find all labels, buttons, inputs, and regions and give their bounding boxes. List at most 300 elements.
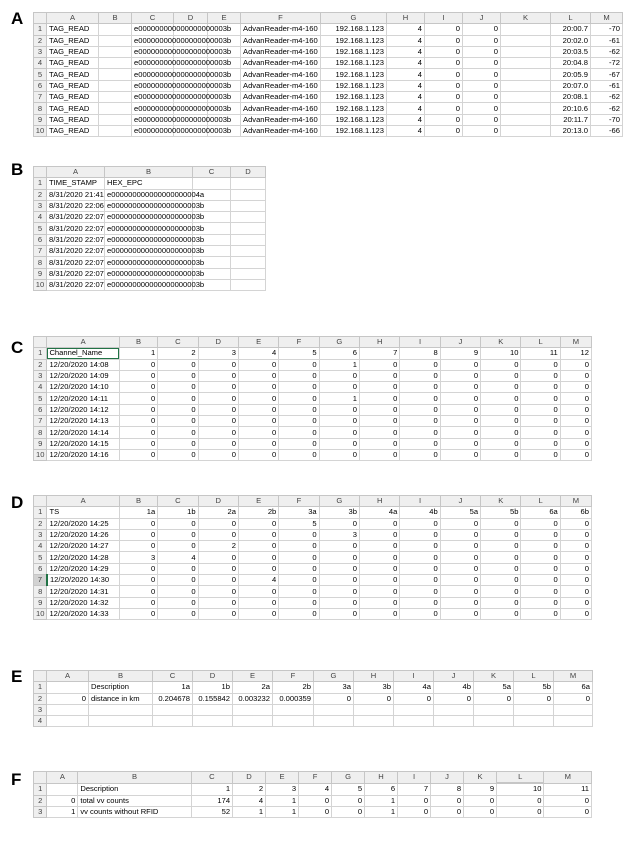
table-cell[interactable]: 12/20/2020 14:09 (47, 370, 119, 381)
table-cell[interactable]: 4 (387, 80, 425, 91)
table-cell[interactable]: 0 (198, 416, 238, 427)
table-cell[interactable]: 0.003232 (233, 693, 273, 704)
table-cell[interactable]: 0 (560, 518, 591, 529)
table-cell[interactable] (89, 716, 153, 727)
table-cell[interactable]: 0 (319, 518, 359, 529)
row-header[interactable]: 1 (34, 783, 47, 795)
table-cell[interactable]: 0 (474, 693, 514, 704)
table-cell[interactable] (231, 212, 266, 223)
table-cell[interactable]: 0 (360, 359, 400, 370)
column-header[interactable]: I (425, 13, 463, 24)
table-cell[interactable]: 20:13.0 (551, 125, 591, 136)
table-cell[interactable]: 192.168.1.123 (321, 114, 387, 125)
table-cell[interactable]: 0 (158, 541, 198, 552)
table-cell[interactable]: 8/31/2020 22:07 (47, 257, 105, 268)
table-cell[interactable]: 0 (481, 529, 521, 540)
table-cell[interactable]: 0 (279, 449, 319, 460)
table-cell[interactable]: 9 (464, 783, 497, 795)
column-header[interactable]: H (360, 496, 400, 507)
column-header[interactable]: M (560, 337, 591, 348)
row-header[interactable]: 1 (34, 682, 47, 693)
table-cell[interactable]: 0 (198, 597, 238, 608)
table-cell[interactable]: 12/20/2020 14:16 (47, 449, 119, 460)
row-header[interactable]: 3 (34, 704, 47, 715)
column-header[interactable]: D (174, 13, 208, 24)
table-cell[interactable]: 192.168.1.123 (321, 92, 387, 103)
table-cell[interactable]: 0 (560, 393, 591, 404)
row-header[interactable]: 8 (34, 103, 47, 114)
table-cell[interactable]: e000000000000000000003b (105, 234, 193, 245)
table-cell[interactable]: 0 (400, 518, 440, 529)
table-cell[interactable]: 1 (266, 795, 299, 806)
table-cell[interactable]: 4b (434, 682, 474, 693)
table-cell[interactable]: TAG_READ (47, 35, 99, 46)
table-cell[interactable]: 0 (198, 370, 238, 381)
table-cell[interactable] (501, 58, 551, 69)
table-cell[interactable]: 2 (198, 541, 238, 552)
table-cell[interactable]: 0 (560, 427, 591, 438)
row-header[interactable]: 10 (34, 608, 47, 619)
table-cell[interactable]: 0 (198, 404, 238, 415)
table-cell[interactable]: TAG_READ (47, 125, 99, 136)
table-cell[interactable] (394, 704, 434, 715)
table-cell[interactable]: 0 (440, 529, 480, 540)
column-header[interactable]: H (360, 337, 400, 348)
row-header[interactable]: 6 (34, 80, 47, 91)
table-cell[interactable]: 0 (425, 80, 463, 91)
table-cell[interactable]: 0 (425, 24, 463, 35)
table-cell[interactable]: 0 (279, 416, 319, 427)
table-cell[interactable] (231, 223, 266, 234)
table-cell[interactable]: 0 (119, 438, 157, 449)
table-cell[interactable]: 0 (158, 597, 198, 608)
table-cell[interactable]: 0 (560, 416, 591, 427)
row-header[interactable]: 5 (34, 69, 47, 80)
table-cell[interactable]: 8 (431, 783, 464, 795)
table-cell[interactable]: 0 (119, 359, 157, 370)
table-cell[interactable]: 0 (464, 806, 497, 817)
table-cell[interactable]: 5b (481, 507, 521, 518)
table-cell[interactable]: 0 (521, 608, 560, 619)
table-cell[interactable]: 1b (193, 682, 233, 693)
table-cell[interactable]: 0 (299, 806, 332, 817)
table-cell[interactable]: 0 (332, 795, 365, 806)
table-cell[interactable]: 0 (425, 114, 463, 125)
table-cell[interactable]: 12/20/2020 14:29 (47, 563, 119, 574)
table-cell[interactable]: 4 (387, 24, 425, 35)
column-header[interactable]: B (89, 671, 153, 682)
table-cell[interactable]: 0 (47, 795, 78, 806)
table-cell[interactable]: 0 (463, 69, 501, 80)
table-cell[interactable] (501, 114, 551, 125)
table-cell[interactable]: AdvanReader-m4-160 (241, 35, 321, 46)
column-header[interactable]: H (365, 772, 398, 784)
table-cell[interactable]: 11 (521, 348, 560, 359)
table-cell[interactable]: 20:04.8 (551, 58, 591, 69)
table-cell[interactable]: 5 (279, 348, 319, 359)
table-cell[interactable] (434, 704, 474, 715)
table-cell[interactable] (231, 246, 266, 257)
table-cell[interactable]: 4 (387, 58, 425, 69)
row-header[interactable]: 1 (34, 507, 47, 518)
table-cell[interactable]: 0 (400, 608, 440, 619)
table-cell[interactable]: 8/31/2020 22:07 (47, 279, 105, 290)
table-cell[interactable]: 0 (354, 693, 394, 704)
select-all-corner[interactable] (34, 496, 47, 507)
table-cell[interactable] (231, 268, 266, 279)
table-cell[interactable]: 8/31/2020 22:07 (47, 223, 105, 234)
table-cell[interactable]: 0 (440, 449, 480, 460)
table-cell[interactable]: e000000000000000000003b (132, 24, 174, 35)
table-cell[interactable]: 0 (319, 438, 359, 449)
table-cell[interactable]: AdvanReader-m4-160 (241, 114, 321, 125)
table-cell[interactable]: 0 (314, 693, 354, 704)
table-cell[interactable]: 20:03.5 (551, 46, 591, 57)
table-cell[interactable]: 0 (440, 575, 480, 586)
table-cell[interactable]: 0 (521, 552, 560, 563)
table-cell[interactable]: 0 (158, 518, 198, 529)
table-cell[interactable]: 0.204678 (153, 693, 193, 704)
table-cell[interactable]: 192.168.1.123 (321, 69, 387, 80)
table-cell[interactable]: 20:08.1 (551, 92, 591, 103)
table-cell[interactable]: -62 (591, 92, 623, 103)
table-cell[interactable]: e000000000000000000003b (132, 69, 174, 80)
table-cell[interactable]: 0 (497, 795, 544, 806)
table-cell[interactable]: vv counts without RFID (78, 806, 191, 817)
table-cell[interactable] (501, 35, 551, 46)
table-cell[interactable]: 8/31/2020 21:41 (47, 189, 105, 200)
table-cell[interactable]: 0 (481, 518, 521, 529)
table-cell[interactable]: 2b (238, 507, 278, 518)
table-cell[interactable]: 12/20/2020 14:08 (47, 359, 119, 370)
table-cell[interactable]: 6 (365, 783, 398, 795)
column-header[interactable]: C (132, 13, 174, 24)
row-header[interactable]: 2 (34, 693, 47, 704)
table-cell[interactable]: 0 (400, 552, 440, 563)
table-cell[interactable]: 0 (360, 370, 400, 381)
table-cell[interactable] (394, 716, 434, 727)
column-header[interactable]: G (314, 671, 354, 682)
table-cell[interactable] (514, 704, 554, 715)
column-header[interactable]: C (191, 772, 232, 784)
table-cell[interactable]: 3 (119, 552, 157, 563)
column-header[interactable]: L (497, 772, 544, 784)
table-cell[interactable]: 20:02.0 (551, 35, 591, 46)
table-cell[interactable]: 0 (319, 382, 359, 393)
table-cell[interactable]: 0 (279, 427, 319, 438)
table-cell[interactable]: 0 (319, 449, 359, 460)
table-cell[interactable]: 6a (521, 507, 560, 518)
table-cell[interactable]: 0 (360, 608, 400, 619)
table-cell[interactable] (501, 125, 551, 136)
table-cell[interactable]: 0.155842 (193, 693, 233, 704)
table-cell[interactable]: 0 (319, 586, 359, 597)
table-cell[interactable]: 0 (279, 597, 319, 608)
table-cell[interactable]: 0 (440, 563, 480, 574)
table-cell[interactable]: 0 (158, 438, 198, 449)
table-cell[interactable]: 0 (521, 575, 560, 586)
table-cell[interactable]: 3 (198, 348, 238, 359)
table-cell[interactable]: TAG_READ (47, 24, 99, 35)
table-cell[interactable]: 0 (198, 449, 238, 460)
table-cell[interactable]: TS (47, 507, 119, 518)
row-header[interactable]: 9 (34, 438, 47, 449)
table-cell[interactable]: 0 (119, 427, 157, 438)
row-header[interactable]: 4 (34, 541, 47, 552)
table-cell[interactable]: AdvanReader-m4-160 (241, 58, 321, 69)
table-cell[interactable]: 0 (560, 370, 591, 381)
row-header[interactable]: 8 (34, 586, 47, 597)
table-cell[interactable]: 0 (521, 541, 560, 552)
column-header[interactable]: G (319, 496, 359, 507)
table-cell[interactable]: 0 (198, 586, 238, 597)
row-header[interactable]: 2 (34, 189, 47, 200)
table-cell[interactable]: 0 (440, 597, 480, 608)
table-cell[interactable]: 1b (158, 507, 198, 518)
table-cell[interactable] (231, 178, 266, 189)
row-header[interactable]: 10 (34, 125, 47, 136)
table-cell[interactable]: 0 (119, 586, 157, 597)
column-header[interactable]: L (521, 337, 560, 348)
table-cell[interactable]: 0 (425, 92, 463, 103)
table-cell[interactable]: 0 (279, 404, 319, 415)
table-cell[interactable]: 0 (360, 427, 400, 438)
table-cell[interactable] (47, 704, 89, 715)
table-cell[interactable]: 0 (400, 529, 440, 540)
column-header[interactable]: I (394, 671, 434, 682)
column-header[interactable]: F (279, 337, 319, 348)
table-cell[interactable]: 0 (360, 541, 400, 552)
table-cell[interactable]: 0 (440, 541, 480, 552)
table-cell[interactable] (434, 716, 474, 727)
table-cell[interactable]: 0 (158, 393, 198, 404)
table-cell[interactable] (99, 92, 132, 103)
table-cell[interactable]: 0 (521, 427, 560, 438)
column-header[interactable]: C (153, 671, 193, 682)
table-cell[interactable]: 4 (158, 552, 198, 563)
table-cell[interactable]: TAG_READ (47, 46, 99, 57)
column-header[interactable]: A (47, 496, 119, 507)
table-cell[interactable]: 0 (360, 552, 400, 563)
table-cell[interactable]: 0 (400, 393, 440, 404)
row-header[interactable]: 5 (34, 223, 47, 234)
table-cell[interactable]: 0 (463, 46, 501, 57)
column-header[interactable]: I (400, 337, 440, 348)
table-cell[interactable] (233, 704, 273, 715)
table-cell[interactable] (314, 716, 354, 727)
table-cell[interactable]: 0 (400, 575, 440, 586)
table-cell[interactable]: 0 (560, 449, 591, 460)
table-cell[interactable] (99, 46, 132, 57)
table-cell[interactable]: 0 (238, 382, 278, 393)
table-cell[interactable]: 12/20/2020 14:14 (47, 427, 119, 438)
table-cell[interactable]: 4 (387, 114, 425, 125)
table-cell[interactable]: 12/20/2020 14:25 (47, 518, 119, 529)
table-cell[interactable] (501, 69, 551, 80)
table-cell[interactable] (501, 92, 551, 103)
table-cell[interactable]: 0 (400, 597, 440, 608)
table-cell[interactable]: 12/20/2020 14:30 (47, 575, 119, 586)
table-cell[interactable] (99, 80, 132, 91)
table-cell[interactable]: AdvanReader-m4-160 (241, 92, 321, 103)
table-cell[interactable]: 0 (279, 370, 319, 381)
table-cell[interactable]: 0 (299, 795, 332, 806)
table-cell[interactable]: 0 (425, 35, 463, 46)
table-cell[interactable]: e000000000000000000003b (132, 35, 174, 46)
table-cell[interactable]: 0 (425, 69, 463, 80)
column-header[interactable]: M (560, 496, 591, 507)
table-cell[interactable]: 0 (279, 541, 319, 552)
table-cell[interactable] (474, 716, 514, 727)
table-cell[interactable]: TAG_READ (47, 114, 99, 125)
table-cell[interactable]: 0 (560, 563, 591, 574)
row-header[interactable]: 1 (34, 348, 47, 359)
table-cell[interactable]: 0 (440, 393, 480, 404)
row-header[interactable]: 6 (34, 234, 47, 245)
table-cell[interactable]: 0 (463, 24, 501, 35)
row-header[interactable]: 7 (34, 246, 47, 257)
table-cell[interactable]: 0 (481, 552, 521, 563)
table-cell[interactable]: 192.168.1.123 (321, 46, 387, 57)
column-header[interactable]: K (501, 13, 551, 24)
column-header[interactable]: F (241, 13, 321, 24)
table-cell[interactable]: 0 (158, 427, 198, 438)
table-cell[interactable] (99, 58, 132, 69)
table-cell[interactable]: AdvanReader-m4-160 (241, 80, 321, 91)
table-cell[interactable]: 2b (273, 682, 314, 693)
select-all-corner[interactable] (34, 13, 47, 24)
table-cell[interactable] (354, 704, 394, 715)
column-header[interactable]: J (434, 671, 474, 682)
table-cell[interactable]: 0 (481, 438, 521, 449)
table-cell[interactable]: e000000000000000000003b (132, 103, 174, 114)
table-cell[interactable]: 0 (238, 586, 278, 597)
row-header[interactable]: 2 (34, 359, 47, 370)
table-cell[interactable]: 4 (387, 35, 425, 46)
table-cell[interactable]: 5a (440, 507, 480, 518)
table-cell[interactable]: 0 (279, 359, 319, 370)
column-header[interactable]: A (47, 671, 89, 682)
table-cell[interactable]: 12/20/2020 14:15 (47, 438, 119, 449)
row-header[interactable]: 6 (34, 404, 47, 415)
table-cell[interactable]: 0 (425, 58, 463, 69)
table-cell[interactable] (314, 704, 354, 715)
table-cell[interactable]: 0 (198, 529, 238, 540)
table-cell[interactable]: 0 (481, 597, 521, 608)
column-header[interactable]: E (208, 13, 241, 24)
row-header[interactable]: 3 (34, 806, 47, 817)
column-header[interactable]: L (551, 13, 591, 24)
table-cell[interactable]: 0 (554, 693, 593, 704)
table-cell[interactable]: 0 (425, 103, 463, 114)
table-cell[interactable]: 0 (560, 404, 591, 415)
table-cell[interactable]: 0 (319, 427, 359, 438)
table-cell[interactable]: 0 (463, 80, 501, 91)
table-cell[interactable]: 0 (360, 382, 400, 393)
table-cell[interactable]: 0 (238, 529, 278, 540)
table-cell[interactable]: 0 (398, 795, 431, 806)
table-cell[interactable] (193, 716, 233, 727)
table-cell[interactable]: 0 (463, 114, 501, 125)
table-cell[interactable]: 0 (119, 449, 157, 460)
table-cell[interactable] (231, 234, 266, 245)
row-header[interactable]: 5 (34, 393, 47, 404)
table-cell[interactable]: 0 (360, 563, 400, 574)
table-cell[interactable]: 0 (119, 382, 157, 393)
column-header[interactable]: H (387, 13, 425, 24)
table-cell[interactable]: e000000000000000000003b (132, 46, 174, 57)
row-header[interactable]: 3 (34, 370, 47, 381)
table-cell[interactable]: 3a (314, 682, 354, 693)
table-cell[interactable]: 0 (481, 586, 521, 597)
table-cell[interactable]: 0 (158, 382, 198, 393)
select-all-corner[interactable] (34, 337, 47, 348)
table-cell[interactable]: 12/20/2020 14:27 (47, 541, 119, 552)
select-all-corner[interactable] (34, 772, 47, 784)
table-cell[interactable]: 0 (440, 518, 480, 529)
table-cell[interactable]: total vv counts (78, 795, 191, 806)
table-cell[interactable]: 0 (119, 370, 157, 381)
column-header[interactable]: A (47, 167, 105, 178)
table-cell[interactable]: 0 (521, 370, 560, 381)
table-cell[interactable]: 0 (119, 404, 157, 415)
table-cell[interactable]: TAG_READ (47, 103, 99, 114)
table-cell[interactable]: 0 (560, 529, 591, 540)
table-cell[interactable]: 8/31/2020 22:06 (47, 200, 105, 211)
table-cell[interactable] (99, 35, 132, 46)
column-header[interactable]: E (238, 337, 278, 348)
table-cell[interactable]: 0 (481, 370, 521, 381)
table-cell[interactable]: 12/20/2020 14:13 (47, 416, 119, 427)
table-cell[interactable]: 1 (365, 795, 398, 806)
table-cell[interactable]: 5b (514, 682, 554, 693)
table-cell[interactable]: e000000000000000000003b (132, 92, 174, 103)
table-cell[interactable]: 0 (560, 359, 591, 370)
table-cell[interactable]: 0 (521, 382, 560, 393)
table-cell[interactable]: 0 (481, 416, 521, 427)
table-cell[interactable]: 0 (481, 575, 521, 586)
table-cell[interactable]: 4 (387, 46, 425, 57)
table-cell[interactable]: 20:00.7 (551, 24, 591, 35)
table-cell[interactable]: TIME_STAMP (47, 178, 105, 189)
table-cell[interactable]: 0 (481, 393, 521, 404)
table-cell[interactable]: TAG_READ (47, 58, 99, 69)
table-cell[interactable]: 0 (440, 370, 480, 381)
table-cell[interactable]: Description (78, 783, 191, 795)
column-header[interactable]: B (119, 337, 157, 348)
table-cell[interactable]: 0 (560, 608, 591, 619)
table-cell[interactable]: 5a (474, 682, 514, 693)
column-header[interactable]: M (591, 13, 623, 24)
row-header[interactable]: 9 (34, 597, 47, 608)
table-cell[interactable]: 0 (319, 608, 359, 619)
row-header[interactable]: 2 (34, 795, 47, 806)
table-cell[interactable] (501, 24, 551, 35)
table-cell[interactable]: 0 (158, 608, 198, 619)
table-cell[interactable]: 1 (319, 393, 359, 404)
table-cell[interactable]: 0 (560, 382, 591, 393)
column-header[interactable]: A (47, 772, 78, 784)
table-cell[interactable]: 4 (233, 795, 266, 806)
table-cell[interactable]: 0 (319, 563, 359, 574)
row-header[interactable]: 7 (34, 575, 47, 586)
table-cell[interactable]: 12/20/2020 14:33 (47, 608, 119, 619)
table-cell[interactable]: 0 (158, 359, 198, 370)
table-cell[interactable]: 0 (198, 518, 238, 529)
table-cell[interactable]: 0 (431, 795, 464, 806)
table-cell[interactable]: -61 (591, 80, 623, 91)
table-cell[interactable]: e000000000000000000004a (105, 189, 193, 200)
